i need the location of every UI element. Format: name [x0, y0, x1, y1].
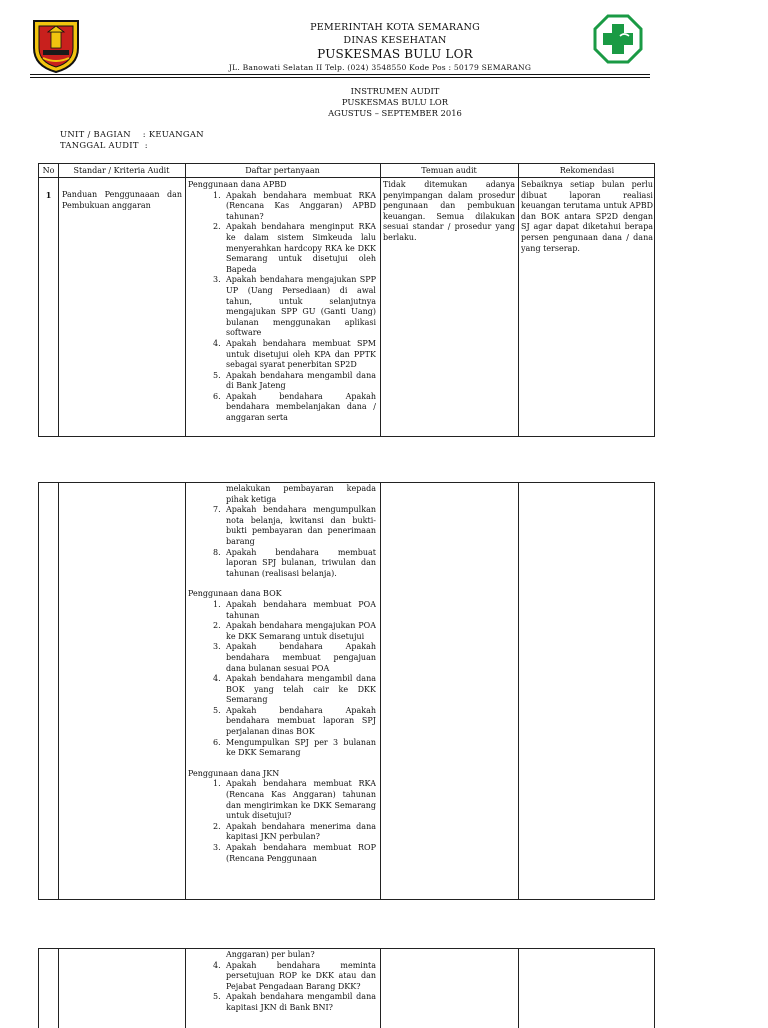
jkn-title: Penggunaan dana JKN: [188, 768, 280, 778]
bok-title: Penggunaan dana BOK: [188, 589, 282, 599]
list-item: 3. Apakah bendahara mengajukan SPP UP (Uang Persediaan) di awal tahun, untuk selanjutnya mengajukan SPP GU (Ganti Uang) bulanan menggunakan aplikasi software: [213, 275, 376, 338]
questions-cell: [188, 180, 376, 436]
list-item: 6. Apakah bendahara Apakah bendahara membelanjakan dana / anggaran serta: [213, 391, 376, 423]
apbd-list-continued: [188, 484, 376, 579]
list-item: 3. Apakah bendahara Apakah bendahara membuat pengajuan dana bulanan sesuai POA: [213, 642, 376, 673]
jkn-list-continued: [188, 950, 376, 1014]
finding-text: Tidak ditemukan adanya penyimpangan dalam prosedur pengunaan dan pembukuan keuangan. Semua dilakukan sesuai standar / prosedur yang berlaku.: [383, 180, 515, 242]
list-item: 8. Apakah bendahara membuat laporan SPJ bulanan, triwulan dan tahunan (realisasi belanja).: [213, 547, 376, 578]
list-item: 2. Apakah bendahara mengajukan POA ke DKK Semarang untuk disetujui: [213, 621, 376, 641]
header-divider-thin: [30, 77, 650, 78]
puskesmas-cross-logo-icon: [593, 14, 643, 64]
list-item: 5. Apakah bendahara mengambil dana di Bank Jateng: [213, 370, 376, 391]
bok-list: [188, 600, 376, 759]
standard-text: Panduan Penggunaaan dan Pembukuan anggaran: [62, 190, 182, 210]
list-item: 2. Apakah bendahara menginput RKA ke dalam sistem Simkeuda lalu menyerahkan hardcopy RKA ke DKK Semarang untuk disetujui oleh Bapeda: [213, 222, 376, 274]
list-item: 2. Apakah bendahara menerima dana kapitasi JKN perbulan?: [213, 821, 376, 842]
header-agency: DINAS KESEHATAN: [343, 35, 447, 46]
list-item: 4. Apakah bendahara meminta persetujuan ROP ke DKK atau dan Pejabat Pengadaan Barang DKK?: [213, 960, 376, 991]
list-item: 5. Apakah bendahara mengambil dana kapitasi JKN di Bank BNI?: [213, 992, 376, 1012]
audit-table-page-2: [38, 482, 655, 900]
doc-subtitle: PUSKESMAS BULU LOR: [341, 97, 449, 107]
recommendation-text: Sebaiknya setiap bulan perlu dibuat laporan realiasi keuangan terutama untuk APBD dan BOK antara SP2D dengan SJ agar dapat diketahui berapa persen pengunaan dana / dana yang terserap.: [521, 180, 653, 253]
list-item: 6. Mengumpulkan SPJ per 3 bulanan ke DKK Semarang: [213, 737, 376, 758]
list-item: 1. Apakah bendahara membuat POA tahunan: [213, 599, 376, 620]
semarang-city-crest-icon: [31, 18, 81, 74]
list-item: 7. Apakah bendahara mengumpulkan nota belanja, kwitansi dan bukti-bukti pembayaran dan penerimaan barang: [213, 505, 376, 546]
header-government: PEMERINTAH KOTA SEMARANG: [310, 22, 480, 33]
list-item: 4. Apakah bendahara mengambil dana BOK yang telah cair ke DKK Semarang: [213, 674, 376, 705]
list-item-continued: Anggaran) per bulan?: [226, 950, 315, 959]
col-header-no: No: [42, 166, 55, 175]
list-item: 3. Apakah bendahara membuat ROP (Rencana Penggunaan: [213, 843, 376, 863]
unit-field: UNIT / BAGIAN : KEUANGAN: [60, 129, 204, 139]
doc-title: INSTRUMEN AUDIT: [350, 86, 440, 96]
col-header-questions: Daftar pertanyaan: [245, 166, 320, 175]
row-number: 1: [45, 190, 52, 200]
col-header-recommendation: Rekomendasi: [559, 166, 615, 175]
list-item-continued: melakukan pembayaran kepada pihak ketiga: [226, 484, 376, 504]
header-divider: [30, 74, 650, 75]
questions-cell-continued-2: [188, 950, 376, 1025]
col-header-findings: Temuan audit: [421, 166, 477, 175]
apbd-list: [188, 191, 376, 424]
jkn-list: [188, 779, 376, 864]
doc-period: AGUSTUS – SEPTEMBER 2016: [328, 108, 462, 118]
header-puskesmas: PUSKESMAS BULU LOR: [317, 47, 473, 61]
audit-table-page-3: [38, 948, 655, 1028]
audit-table-page-1: [38, 163, 655, 437]
list-item: 5. Apakah bendahara Apakah bendahara membuat laporan SPJ perjalanan dinas BOK: [213, 705, 376, 737]
questions-cell-continued: [188, 484, 376, 898]
list-item: 4. Apakah bendahara membuat SPM untuk disetujui oleh KPA dan PPTK sebagai syarat penerbitan SP2D: [213, 338, 376, 370]
apbd-title: Penggunaan dana APBD: [188, 180, 287, 189]
col-header-standard: Standar / Kriteria Audit: [73, 166, 170, 175]
header-address: JL. Banowati Selatan II Telp. (024) 3548550 Kode Pos : 50179 SEMARANG: [228, 63, 532, 72]
audit-date-field: TANGGAL AUDIT :: [60, 140, 148, 150]
list-item: 1. Apakah bendahara membuat RKA (Rencana Kas Anggaran) APBD tahunan?: [213, 190, 376, 221]
list-item: 1. Apakah bendahara membuat RKA (Rencana Kas Anggaran) tahunan dan mengirimkan ke DKK Semarang untuk disetujui?: [213, 779, 376, 821]
